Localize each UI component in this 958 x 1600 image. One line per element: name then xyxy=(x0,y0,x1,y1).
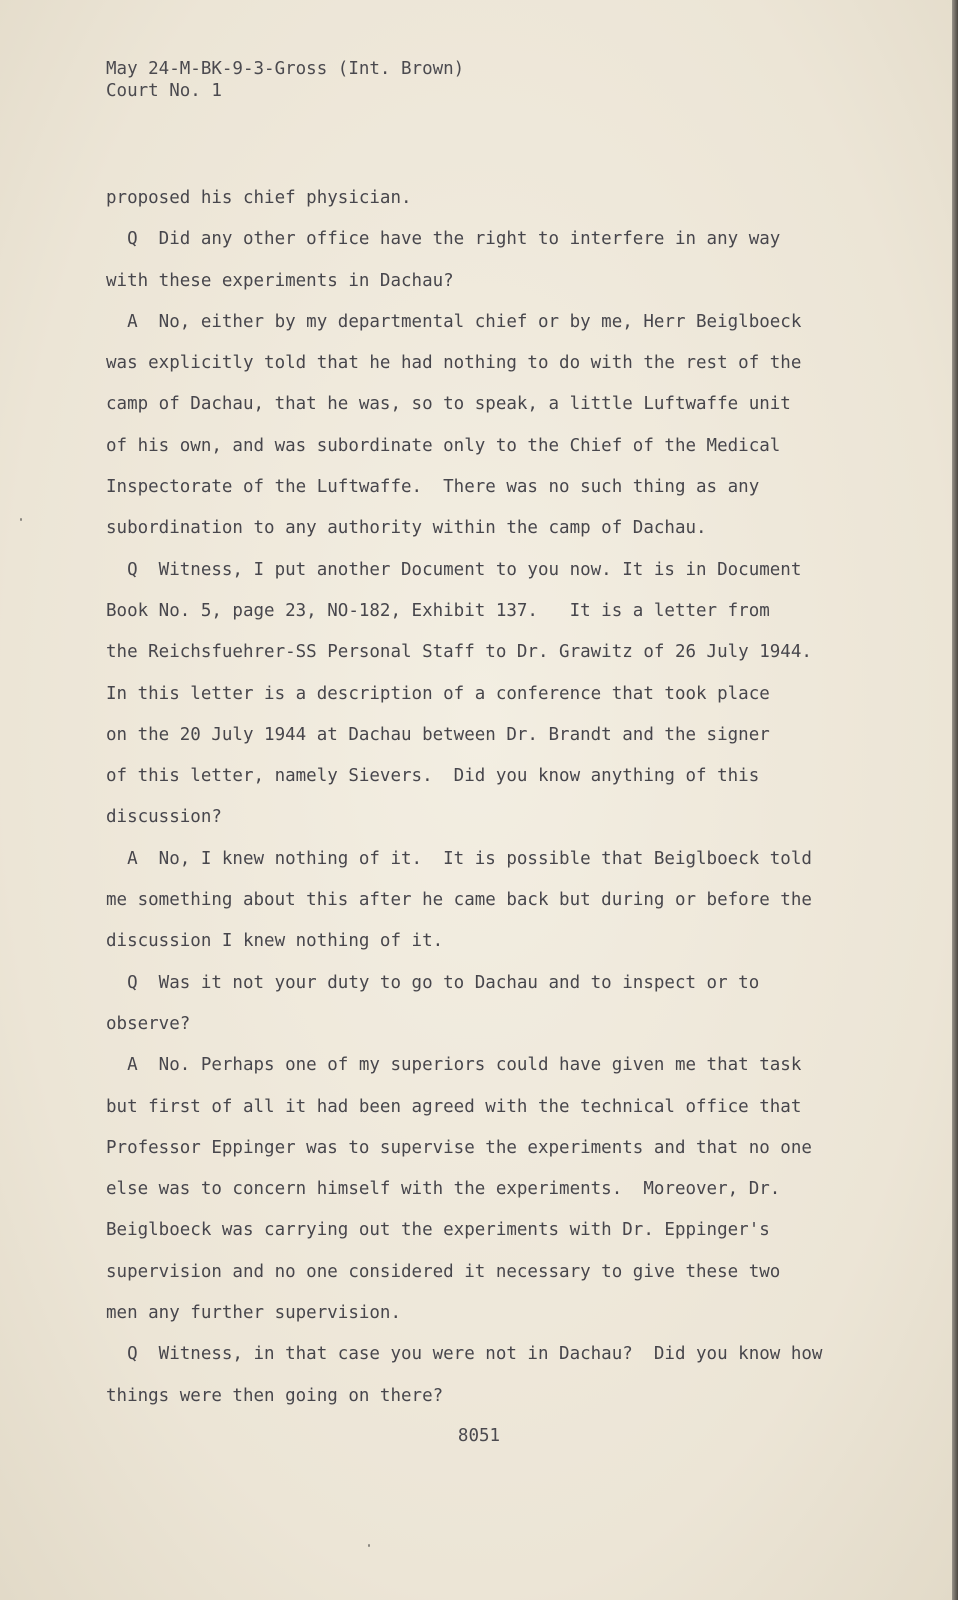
transcript-line: camp of Dachau, that he was, so to speak, a little Luftwaffe unit xyxy=(106,394,791,415)
transcript-line: but first of all it had been agreed with the technical office that xyxy=(106,1096,802,1117)
transcript-line: Inspectorate of the Luftwaffe. There was no such thing as any xyxy=(106,477,760,498)
page-number: 8051 xyxy=(457,1426,501,1446)
transcript-body xyxy=(106,178,823,1417)
transcript-line: Beiglboeck was carrying out the experiments with Dr. Eppinger's xyxy=(106,1220,770,1241)
transcript-line: In this letter is a description of a conference that took place xyxy=(106,683,770,704)
transcript-line: was explicitly told that he had nothing to do with the rest of the xyxy=(106,353,802,374)
transcript-line: me something about this after he came back but during or before the xyxy=(106,890,812,911)
transcript-line: Q Did any other office have the right to interfere in any way xyxy=(106,229,781,250)
header-line-case-code: May 24-M-BK-9-3-Gross (Int. Brown) xyxy=(106,59,465,79)
transcript-line: of this letter, namely Sievers. Did you know anything of this xyxy=(106,766,760,787)
transcript-line: men any further supervision. xyxy=(106,1303,402,1324)
transcript-line: observe? xyxy=(106,1013,191,1034)
transcript-line: Professor Eppinger was to supervise the experiments and that no one xyxy=(106,1137,812,1158)
paper-speck xyxy=(20,518,22,521)
transcript-line: A No, I knew nothing of it. It is possible that Beiglboeck told xyxy=(106,848,812,869)
transcript-line: discussion I knew nothing of it. xyxy=(106,931,444,952)
transcript-line: the Reichsfuehrer-SS Personal Staff to Dr. Grawitz of 26 July 1944. xyxy=(106,642,812,663)
paper-speck xyxy=(368,1544,370,1547)
transcript-line: A No. Perhaps one of my superiors could have given me that task xyxy=(106,1055,802,1076)
transcript-line: A No, either by my departmental chief or by me, Herr Beiglboeck xyxy=(106,311,802,332)
transcript-line: proposed his chief physician. xyxy=(106,188,412,208)
transcript-line: Q Witness, in that case you were not in Dachau? Did you know how xyxy=(106,1344,823,1365)
transcript-line: Book No. 5, page 23, NO-182, Exhibit 137. It is a letter from xyxy=(106,600,770,621)
transcript-line: supervision and no one considered it necessary to give these two xyxy=(106,1261,781,1282)
transcript-line: on the 20 July 1944 at Dachau between Dr. Brandt and the signer xyxy=(106,724,770,745)
transcript-line: things were then going on there? xyxy=(106,1385,444,1406)
page-edge-shadow xyxy=(952,0,958,1600)
transcript-line: Q Was it not your duty to go to Dachau and to inspect or to xyxy=(106,972,760,993)
transcript-line: subordination to any authority within the camp of Dachau. xyxy=(106,518,707,539)
transcript-line: else was to concern himself with the experiments. Moreover, Dr. xyxy=(106,1179,781,1200)
header-line-court: Court No. 1 xyxy=(106,81,222,101)
transcript-line: Q Witness, I put another Document to you now. It is in Document xyxy=(106,559,802,580)
transcript-line: discussion? xyxy=(106,807,222,828)
transcript-line: with these experiments in Dachau? xyxy=(106,270,454,291)
document-header xyxy=(106,58,464,102)
transcript-line: of his own, and was subordinate only to the Chief of the Medical xyxy=(106,435,781,456)
